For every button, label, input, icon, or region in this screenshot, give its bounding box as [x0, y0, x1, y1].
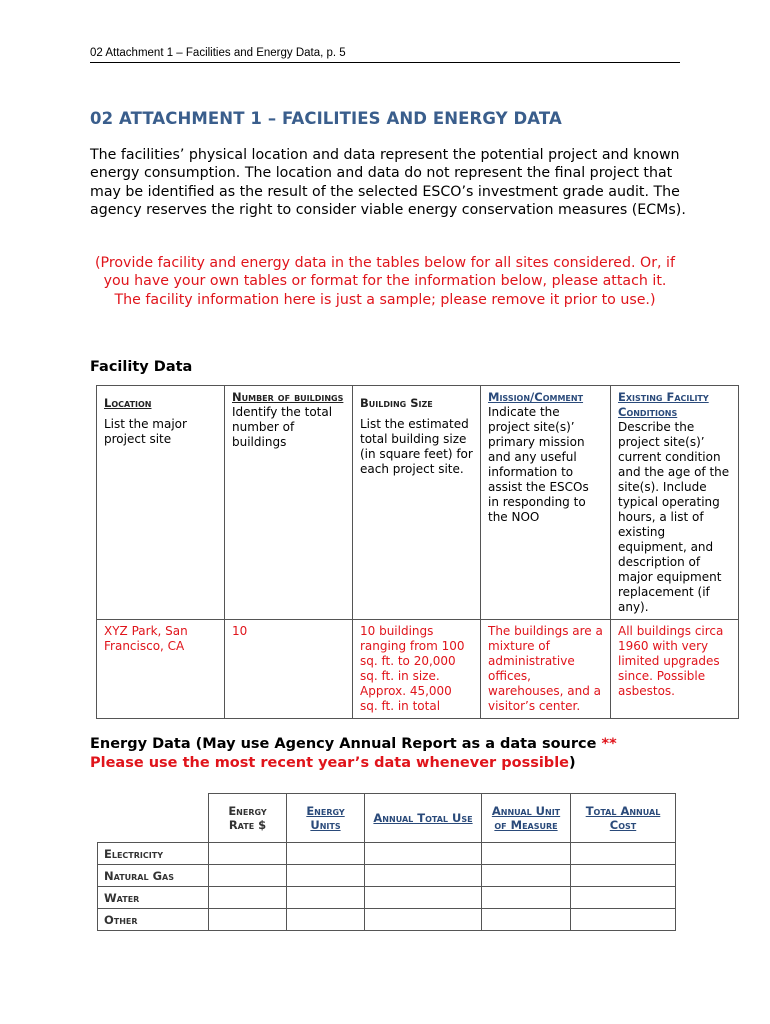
table-row [98, 887, 676, 909]
sample-building-size: 10 buildings ranging from 100 sq. ft. to 20,000 sq. ft. in size. Approx. 45,000 sq. ft. in total [353, 620, 481, 719]
row-label-water: Water [98, 887, 209, 909]
energy-heading-stars: ** [601, 736, 617, 752]
table-cell[interactable] [365, 843, 482, 865]
table-cell[interactable] [482, 909, 571, 931]
column-header-conditions: Existing Facility Conditions [618, 390, 709, 419]
energy-data-heading [90, 735, 690, 773]
column-header-energy-units: Energy Units [306, 804, 345, 832]
table-cell[interactable] [287, 843, 365, 865]
energy-heading-close: ) [569, 755, 576, 771]
sample-buildings: 10 [225, 620, 353, 719]
column-instruction: List the major project site [104, 417, 187, 446]
table-cell[interactable] [287, 865, 365, 887]
column-header-location: Location [104, 396, 152, 410]
running-header: 02 Attachment 1 – Facilities and Energy Data, p. 5 [90, 47, 680, 63]
row-label-electricity: Electricity [98, 843, 209, 865]
row-label-natural-gas: Natural Gas [98, 865, 209, 887]
sample-mission: The buildings are a mixture of administrative offices, warehouses, and a visitor’s center. [481, 620, 611, 719]
column-instruction: Describe the project site(s)’ current condition and the age of the site(s). Include typical operating hours, a list of existing equipment, and description of major equipment replacement (if any). [618, 420, 730, 614]
energy-column [482, 794, 571, 843]
table-cell[interactable] [209, 909, 287, 931]
sample-location: XYZ Park, San Francisco, CA [97, 620, 225, 719]
column-instruction: List the estimated total building size (in square feet) for each project site. [360, 417, 473, 476]
table-cell[interactable] [209, 865, 287, 887]
energy-column [287, 794, 365, 843]
column-header-total-annual-cost: Total Annual Cost [585, 804, 661, 832]
table-cell[interactable] [571, 843, 676, 865]
table-cell[interactable] [482, 843, 571, 865]
table-row [98, 794, 676, 843]
table-cell[interactable] [209, 887, 287, 909]
table-cell[interactable] [482, 887, 571, 909]
table-cell[interactable] [571, 865, 676, 887]
table-cell[interactable] [287, 909, 365, 931]
table-cell[interactable] [209, 843, 287, 865]
table-row [98, 843, 676, 865]
column-header-mission: Mission/Comment [488, 390, 584, 404]
table-cell[interactable] [482, 865, 571, 887]
conditions-column [611, 386, 739, 620]
table-row [98, 865, 676, 887]
facility-data-table [96, 385, 739, 719]
buildings-column [225, 386, 353, 620]
table-row [98, 909, 676, 931]
column-instruction: Indicate the project site(s)’ primary mission and any useful information to assist the ESCOs in responding to the NOO [488, 405, 589, 524]
table-cell[interactable] [365, 909, 482, 931]
table-row [97, 386, 739, 620]
column-header-buildings: Number of buildings [232, 390, 344, 404]
energy-data-table [97, 793, 676, 931]
row-label-other: Other [98, 909, 209, 931]
building-size-column [353, 386, 481, 620]
facility-data-heading: Facility Data [90, 359, 193, 375]
energy-column [365, 794, 482, 843]
energy-heading-text: Energy Data (May use Agency Annual Report as a data source [90, 736, 602, 752]
table-cell[interactable] [365, 887, 482, 909]
sample-conditions: All buildings circa 1960 with very limited upgrades since. Possible asbestos. [611, 620, 739, 719]
column-header-annual-total-use: Annual Total Use [373, 811, 473, 825]
intro-paragraph: The facilities’ physical location and data represent the potential project and known energy consumption. The location and data do not represent the final project that may be identified as the result of the selected ESCO’s investment grade audit. The agency reserves the right to consider viable energy conservation measures (ECMs). [90, 147, 686, 218]
location-column [97, 386, 225, 620]
sample-row [97, 620, 739, 719]
table-cell[interactable] [287, 887, 365, 909]
column-instruction: Identify the total number of buildings [232, 405, 333, 449]
empty-corner-cell [98, 794, 209, 843]
mission-column [481, 386, 611, 620]
column-header-energy-rate: Energy Rate $ [228, 804, 267, 832]
energy-column [209, 794, 287, 843]
instruction-note: (Provide facility and energy data in the tables below for all sites considered. Or, if you have your own tables or format for the information below, please attach it. The facility information here is just a sample; please remove it prior to use.) [95, 255, 675, 308]
column-header-building-size: Building Size [360, 396, 433, 410]
energy-heading-note: Please use the most recent year’s data whenever possible [90, 755, 569, 771]
document-title: 02 ATTACHMENT 1 – FACILITIES AND ENERGY DATA [90, 109, 562, 128]
energy-column [571, 794, 676, 843]
column-header-unit-of-measure: Annual Unit of Measure [491, 804, 561, 832]
table-cell[interactable] [365, 865, 482, 887]
table-cell[interactable] [571, 887, 676, 909]
table-cell[interactable] [571, 909, 676, 931]
